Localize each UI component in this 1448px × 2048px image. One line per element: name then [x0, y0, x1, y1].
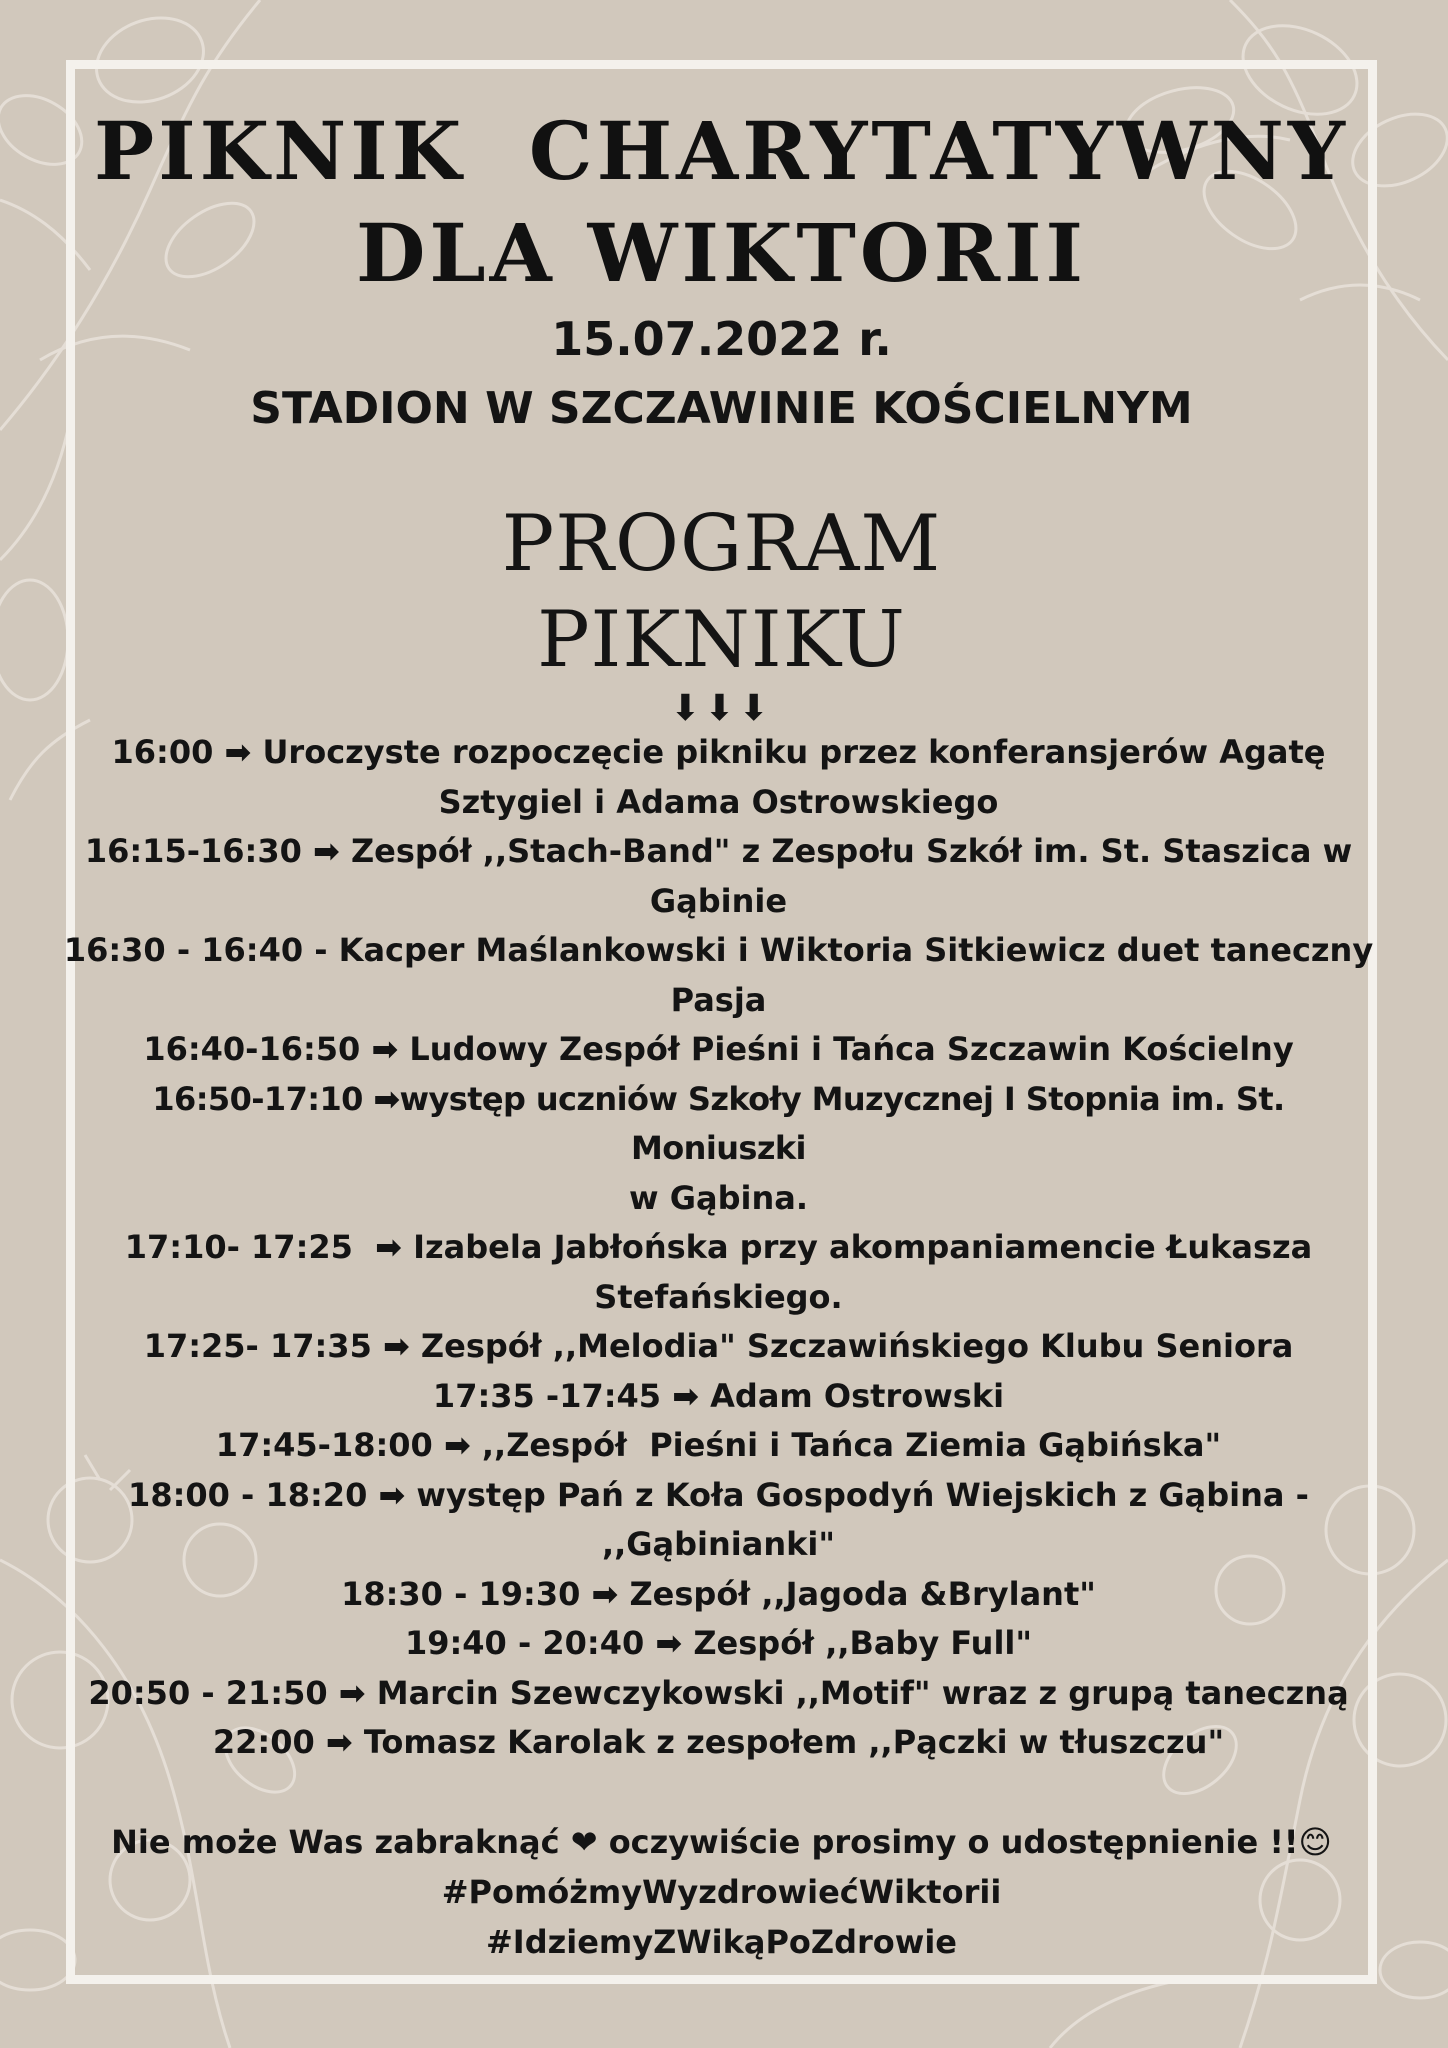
footer-line-1: Nie może Was zabraknąć ❤ oczywiście prosimy o udostępnienie !!😊: [111, 1822, 1332, 1861]
schedule-line: 17:45-18:00 ➡ ,,Zespół Pieśni i Tańca Ziemia Gąbińska": [215, 1426, 1222, 1464]
schedule-line: ,,Gąbinianki": [601, 1525, 836, 1563]
schedule-line: 19:40 - 20:40 ➡ Zespół ,,Baby Full": [404, 1624, 1033, 1662]
title-line-2: DLA WIKTORII: [356, 206, 1087, 300]
schedule-list: [60, 728, 1377, 1768]
schedule-line: 17:25- 17:35 ➡ Zespół ,,Melodia" Szczawińskiego Klubu Seniora: [143, 1327, 1294, 1365]
schedule-line: 17:35 -17:45 ➡ Adam Ostrowski: [432, 1376, 1005, 1415]
schedule-line: Pasja: [670, 980, 767, 1019]
title-line-1: PIKNIK CHARYTATYWNY: [94, 104, 1349, 198]
footer-message: [66, 1817, 1377, 1967]
poster-content: [63, 60, 1377, 1967]
event-venue: STADION W SZCZAWINIE KOŚCIELNYM: [250, 383, 1193, 434]
event-date: 15.07.2022 r.: [551, 312, 892, 366]
schedule-line: 16:30 - 16:40 - Kacper Maślankowski i Wiktoria Sitkiewicz duet taneczny: [63, 931, 1374, 969]
hashtag-1: #PomóżmyWyzdrowiećWiktorii: [441, 1872, 1002, 1911]
schedule-line: 16:00 ➡ Uroczyste rozpoczęcie pikniku przez konferansjerów Agatę: [111, 733, 1326, 771]
schedule-line: 22:00 ➡ Tomasz Karolak z zespołem ,,Pączki w tłuszczu": [212, 1723, 1225, 1761]
event-title: [66, 100, 1377, 304]
schedule-line: 18:00 - 18:20 ➡ występ Pań z Koła Gospodyń Wiejskich z Gąbina -: [128, 1475, 1309, 1514]
schedule-line: Gąbinie: [649, 881, 788, 920]
schedule-line: 20:50 - 21:50 ➡ Marcin Szewczykowski ,,Motif" wraz z grupą taneczną: [88, 1673, 1349, 1712]
schedule-line: Sztygiel i Adama Ostrowskiego: [438, 782, 999, 821]
schedule-line: w Gąbina.: [629, 1178, 808, 1217]
hashtag-2: #IdziemyZWikąPoZdrowie: [485, 1922, 957, 1961]
program-line-1: PROGRAM: [501, 499, 942, 589]
schedule-line: 16:50-17:10 ➡występ uczniów Szkoły Muzycznej I Stopnia im. St. Moniuszki: [152, 1079, 1296, 1167]
down-arrows-icon: ⬇⬇⬇: [670, 687, 773, 728]
schedule-line: Stefańskiego.: [594, 1277, 843, 1316]
program-heading: [66, 496, 1377, 688]
schedule-line: 16:40-16:50 ➡ Ludowy Zespół Pieśni i Tańca Szczawin Kościelny: [143, 1030, 1294, 1068]
schedule-line: 16:15-16:30 ➡ Zespół ,,Stach-Band" z Zespołu Szkół im. St. Staszica w: [84, 832, 1353, 870]
program-line-2: PIKNIKU: [537, 595, 906, 685]
schedule-line: 17:10- 17:25 ➡ Izabela Jabłońska przy akompaniamencie Łukasza: [124, 1228, 1313, 1266]
schedule-line: 18:30 - 19:30 ➡ Zespół ,,Jagoda &Brylant": [341, 1574, 1096, 1613]
